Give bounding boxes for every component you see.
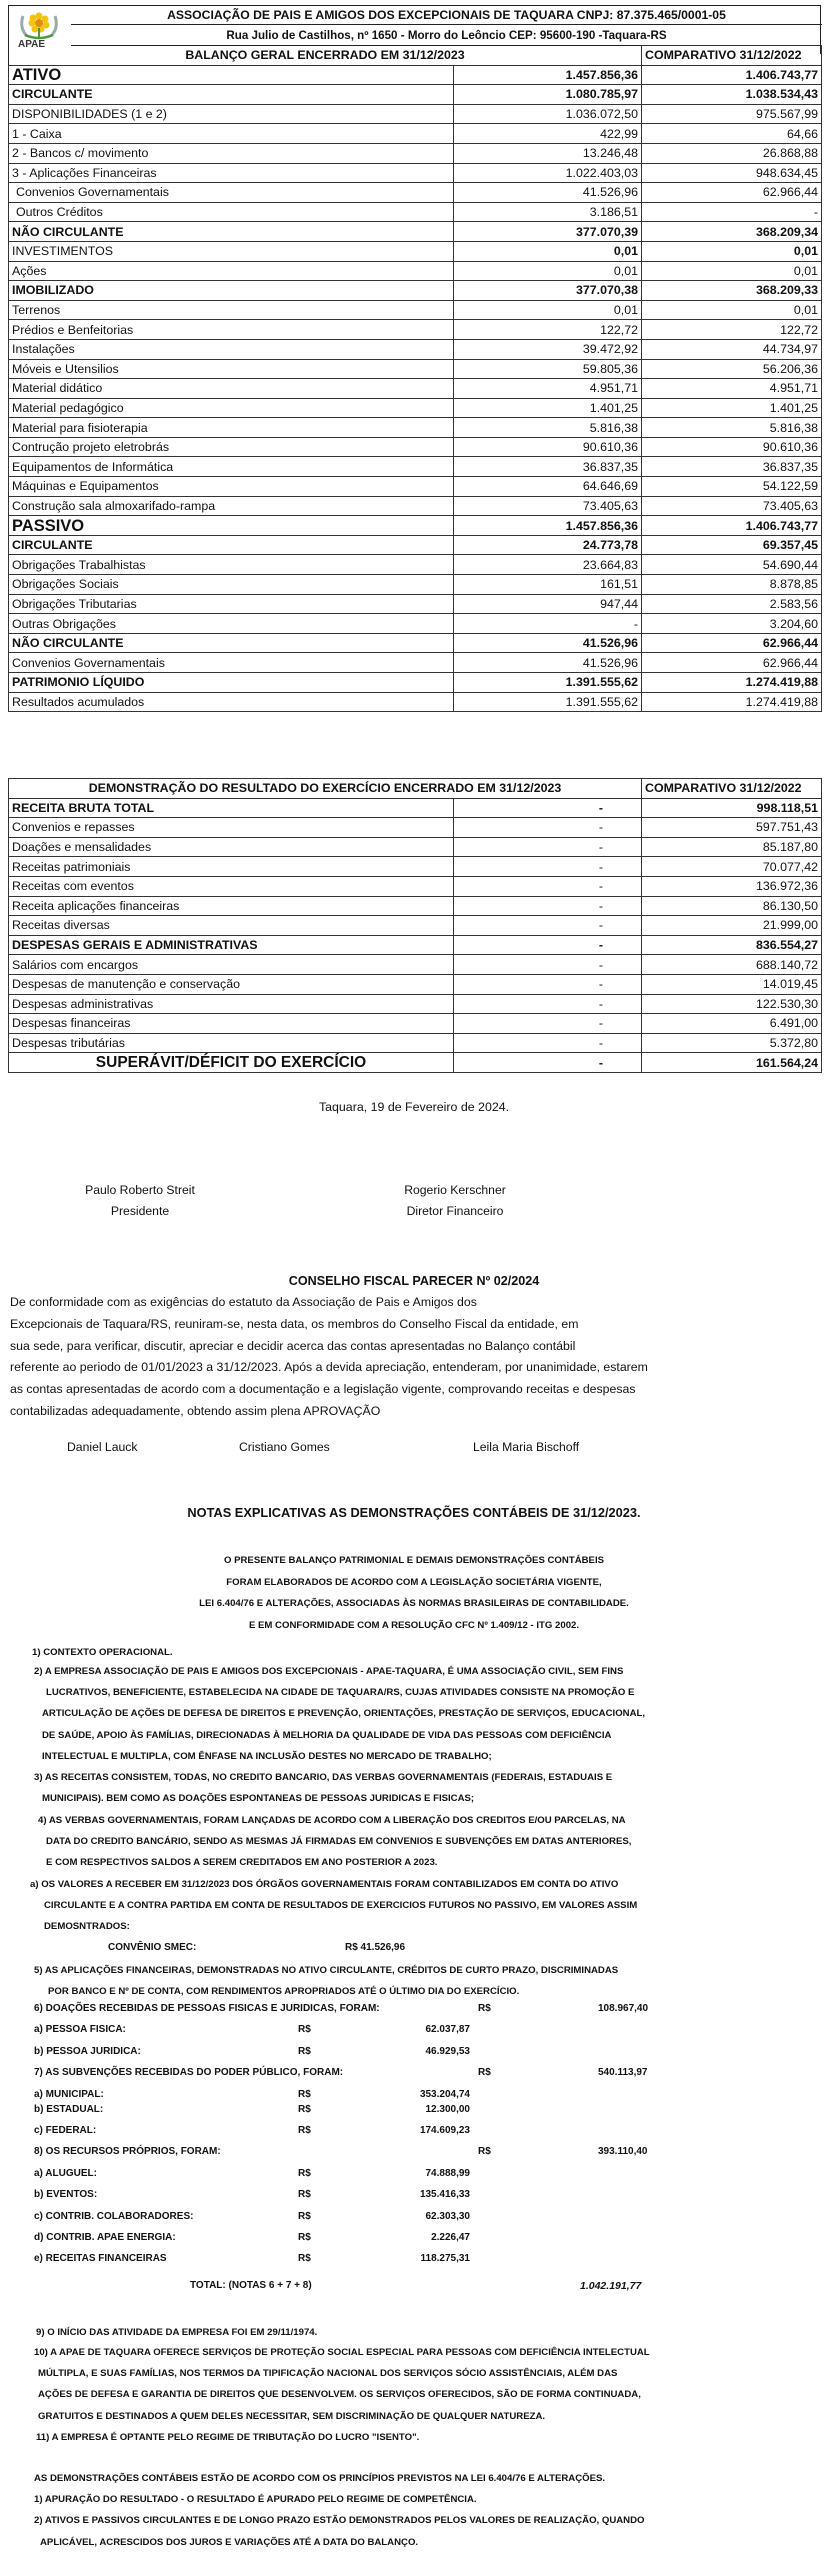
- breakdown-label: a) MUNICIPAL:: [34, 2088, 104, 2100]
- breakdown-value: 12.300,00: [425, 2103, 470, 2115]
- value-2023: -: [454, 837, 642, 857]
- balance-row: [9, 692, 822, 712]
- value-2022: 3.204,60: [642, 614, 822, 634]
- value-2022: 998.118,51: [642, 798, 822, 818]
- value-2023: -: [454, 1053, 642, 1073]
- value-2022: 69.357,45: [642, 535, 822, 555]
- value-2023: -: [454, 935, 642, 955]
- value-2022: 62.966,44: [642, 633, 822, 653]
- balance-row: [9, 320, 822, 340]
- intro-line: LEI 6.404/76 E ALTERAÇÕES, ASSOCIADAS ÀS NORMAS BRASILEIRAS DE CONTABILIDADE.: [199, 1598, 629, 1610]
- row-label: CIRCULANTE: [9, 85, 454, 105]
- balance-row: [9, 183, 822, 203]
- intro-line: FORAM ELABORADOS DE ACORDO COM A LEGISLAÇÃO SOCIETÁRIA VIGENTE,: [226, 1576, 602, 1588]
- note-4a: [30, 1874, 770, 1938]
- principle-line: APLICÁVEL, ACRESCIDOS DOS JUROS E VARIAÇÕES ATÉ A DATA DO BALANÇO.: [40, 2536, 419, 2548]
- balance-row: [9, 339, 822, 359]
- council-member: Daniel Lauck: [67, 1440, 138, 1454]
- note-line: 3) AS RECEITAS CONSISTEM, TODAS, NO CREDITO BANCARIO, DAS VERBAS GOVERNAMENTAIS (FEDERAIS, ESTADUAIS E: [34, 1772, 613, 1783]
- income-statement-table: [8, 778, 822, 1073]
- signature-financial-director: [370, 1180, 540, 1222]
- council-member: Cristiano Gomes: [239, 1440, 330, 1454]
- income-row: [9, 1033, 822, 1053]
- value-2023: 122,72: [454, 320, 642, 340]
- value-2023: 13.246,48: [454, 143, 642, 163]
- currency-symbol: R$: [298, 2167, 311, 2179]
- breakdown-label: b) PESSOA JURIDICA:: [34, 2045, 141, 2057]
- balance-row: [9, 673, 822, 693]
- value-2022: 688.140,72: [642, 955, 822, 975]
- balance-row: [9, 437, 822, 457]
- value-2023: -: [454, 857, 642, 877]
- breakdown-label: a) PESSOA FISICA:: [34, 2024, 126, 2036]
- row-label: INVESTIMENTOS: [9, 241, 454, 261]
- value-2022: 54.690,44: [642, 555, 822, 575]
- note-4: [38, 1810, 778, 1874]
- value-2023: -: [454, 818, 642, 838]
- value-2023: 39.472,92: [454, 339, 642, 359]
- value-2022: 2.583,56: [642, 594, 822, 614]
- value-2022: 5.372,80: [642, 1033, 822, 1053]
- balance-row: [9, 281, 822, 301]
- signer-role: Diretor Financeiro: [406, 1204, 504, 1218]
- council-line: sua sede, para verificar, discutir, apreciar e decidir acerca das contas apresentadas no Balanço contábil: [10, 1338, 576, 1353]
- row-label: IMOBILIZADO: [9, 281, 454, 301]
- currency-symbol: R$: [298, 2189, 311, 2201]
- value-2023: -: [454, 994, 642, 1014]
- value-2023: -: [454, 916, 642, 936]
- row-label: Obrigações Trabalhistas: [9, 555, 454, 575]
- value-2023: 377.070,38: [454, 281, 642, 301]
- notes-intro: [0, 1550, 828, 1636]
- signer-name: Paulo Roberto Streit: [85, 1183, 195, 1197]
- n6-total: 108.967,40: [598, 2003, 649, 2014]
- value-2022: -: [642, 202, 822, 222]
- balance-row: [9, 202, 822, 222]
- row-label: Despesas de manutenção e conservação: [9, 974, 454, 994]
- row-label: Obrigações Sociais: [9, 575, 454, 595]
- value-2022: 161.564,24: [642, 1053, 822, 1073]
- value-2022: 1.401,25: [642, 398, 822, 418]
- balance-header-row: [9, 46, 822, 66]
- row-label: ATIVO: [9, 65, 454, 85]
- value-2023: -: [454, 1033, 642, 1053]
- balance-row: [9, 555, 822, 575]
- council-line: Excepcionais de Taquara/RS, reuniram-se, nesta data, os membros do Conselho Fiscal da entidade, em: [10, 1316, 579, 1331]
- balance-row: [9, 614, 822, 634]
- principle-line: 2) ATIVOS E PASSIVOS CIRCULANTES E DE LONGO PRAZO ESTÃO DEMONSTRADOS PELOS VALORES DE REALIZAÇÃO, QUANDO: [34, 2515, 645, 2527]
- row-label: Convenios Governamentais: [9, 653, 454, 673]
- row-label: Obrigações Tributarias: [9, 594, 454, 614]
- value-2023: 1.080.785,97: [454, 85, 642, 105]
- note-1: 1) CONTEXTO OPERACIONAL.: [32, 1647, 173, 1658]
- council-line: referente ao periodo de 01/01/2023 a 31/12/2023. Após a devida apreciação, entenderam, por unanimidade, estarem: [10, 1360, 648, 1375]
- note-line: 10) A APAE DE TAQUARA OFERECE SERVIÇOS DE PROTEÇÃO SOCIAL ESPECIAL PARA PESSOAS COM DEFICIÊNCIA INTELECTUAL: [34, 2347, 650, 2358]
- value-2022: 948.634,45: [642, 163, 822, 183]
- income-row: [9, 1014, 822, 1034]
- council-line: De conformidade com as exigências do estatuto da Associação de Pais e Amigos dos: [10, 1295, 477, 1309]
- value-2022: 836.554,27: [642, 935, 822, 955]
- value-2022: 14.019,45: [642, 974, 822, 994]
- currency-symbol: R$: [298, 2045, 311, 2057]
- currency-symbol: R$: [478, 2146, 491, 2158]
- row-label: SUPERÁVIT/DÉFICIT DO EXERCÍCIO: [9, 1053, 454, 1073]
- row-label: Construção sala almoxarifado-rampa: [9, 496, 454, 516]
- note-line: E COM RESPECTIVOS SALDOS A SEREM CREDITADOS EM ANO POSTERIOR A 2023.: [46, 1857, 438, 1869]
- note-line: MUNICIPAIS). BEM COMO AS DOAÇÕES ESPONTANEAS DE PESSOAS JURIDICAS E FISICAS;: [42, 1793, 475, 1805]
- value-2023: 1.036.072,50: [454, 104, 642, 124]
- note-3: [34, 1767, 774, 1809]
- value-2022: 4.951,71: [642, 379, 822, 399]
- balance-row: [9, 85, 822, 105]
- note-9: 9) O INÍCIO DAS ATIVIDADE DA EMPRESA FOI EM 29/11/1974.: [36, 2327, 318, 2338]
- logo-text: APAE: [18, 39, 46, 50]
- value-2023: 23.664,83: [454, 555, 642, 575]
- breakdown-value: 174.609,23: [419, 2125, 470, 2136]
- value-2023: -: [454, 955, 642, 975]
- income-row: [9, 974, 822, 994]
- value-2022: 54.122,59: [642, 477, 822, 497]
- notes-title: NOTAS EXPLICATIVAS AS DEMONSTRAÇÕES CONTÁBEIS DE 31/12/2023.: [187, 1505, 641, 1520]
- income-row: [9, 798, 822, 818]
- currency-symbol: R$: [298, 2253, 311, 2265]
- row-label: 2 - Bancos c/ movimento: [9, 143, 454, 163]
- breakdown-value: 46.929,53: [425, 2045, 470, 2057]
- row-label: Outras Obrigações: [9, 614, 454, 634]
- note-line: AÇÕES DE DEFESA E GARANTIA DE DIREITOS QUE DESENVOLVEM. OS SERVIÇOS OFERECIDOS, SÃO DE FORMA CONTINUADA,: [38, 2389, 641, 2401]
- value-2023: 24.773,78: [454, 535, 642, 555]
- council-line: contabilizadas adequadamente, obtendo assim plena APROVAÇÃO: [10, 1403, 381, 1418]
- value-2022: 1.406.743,77: [642, 65, 822, 85]
- intro-line: E EM CONFORMIDADE COM A RESOLUÇÃO CFC Nº 1.409/12 - ITG 2002.: [248, 1619, 580, 1631]
- income-row: [9, 896, 822, 916]
- value-2022: 44.734,97: [642, 339, 822, 359]
- row-label: Outros Créditos: [9, 202, 454, 222]
- value-2022: 5.816,38: [642, 418, 822, 438]
- value-2023: 59.805,36: [454, 359, 642, 379]
- row-label: Móveis e Utensilios: [9, 359, 454, 379]
- value-2023: 5.816,38: [454, 418, 642, 438]
- n8-heading: 8) OS RECURSOS PRÓPRIOS, FORAM:: [34, 2146, 221, 2158]
- value-2022: 122.530,30: [642, 994, 822, 1014]
- breakdown-label: b) EVENTOS:: [34, 2189, 98, 2201]
- value-2023: -: [454, 614, 642, 634]
- balance-row: [9, 124, 822, 144]
- value-2023: 36.837,35: [454, 457, 642, 477]
- value-2022: 85.187,80: [642, 837, 822, 857]
- currency-symbol: R$: [298, 2125, 311, 2136]
- council-line: as contas apresentadas de acordo com a documentação e a legislação vigente, comprovando receitas e despesas: [10, 1382, 636, 1397]
- income-row: [9, 818, 822, 838]
- row-label: 3 - Aplicações Financeiras: [9, 163, 454, 183]
- row-label: Doações e mensalidades: [9, 837, 454, 857]
- value-2023: 41.526,96: [454, 633, 642, 653]
- balance-row: [9, 496, 822, 516]
- balance-row: [9, 104, 822, 124]
- currency-symbol: R$: [478, 2067, 491, 2079]
- value-2023: 1.391.555,62: [454, 673, 642, 693]
- council-opinion-text: [10, 1292, 730, 1423]
- value-2022: 73.405,63: [642, 496, 822, 516]
- value-2023: -: [454, 974, 642, 994]
- income-row: [9, 837, 822, 857]
- breakdown-value: 74.888,99: [425, 2167, 470, 2179]
- balance-row: [9, 575, 822, 595]
- row-label: Contrução projeto eletrobrás: [9, 437, 454, 457]
- note-line: MÚLTIPLA, E SUAS FAMÍLIAS, NOS TERMOS DA TIPIFICAÇÃO NACIONAL DOS SERVIÇOS SÓCIO ASSISTÊNCIAIS, ALÉM DAS: [38, 2368, 618, 2380]
- value-2022: 368.209,33: [642, 281, 822, 301]
- value-2023: -: [454, 896, 642, 916]
- organization-address: Rua Julio de Castilhos, nº 1650 - Morro do Leôncio CEP: 95600-190 -Taquara-RS: [71, 26, 822, 46]
- value-2022: 90.610,36: [642, 437, 822, 457]
- currency-symbol: R$: [298, 2103, 311, 2115]
- value-2023: 4.951,71: [454, 379, 642, 399]
- value-2022: 368.209,34: [642, 222, 822, 242]
- note-line: 2) A EMPRESA ASSOCIAÇÃO DE PAIS E AMIGOS DOS EXCEPCIONAIS - APAE-TAQUARA, É UMA ASSOCIAÇÃO CIVIL, SEM FINS: [34, 1666, 624, 1677]
- breakdown-label: d) CONTRIB. APAE ENERGIA:: [34, 2232, 176, 2243]
- balance-comparative-title: COMPARATIVO 31/12/2022: [642, 46, 822, 66]
- income-row: [9, 916, 822, 936]
- value-2023: 1.457.856,36: [454, 516, 642, 536]
- note-5: [34, 1960, 774, 2002]
- row-label: Material pedagógico: [9, 398, 454, 418]
- currency-symbol: R$: [298, 2088, 311, 2100]
- row-label: Instalações: [9, 339, 454, 359]
- row-label: Convenios e repasses: [9, 818, 454, 838]
- breakdown-value: 2.226,47: [431, 2232, 470, 2243]
- row-label: CIRCULANTE: [9, 535, 454, 555]
- row-label: Ações: [9, 261, 454, 281]
- note-10: [34, 2342, 774, 2427]
- note-line: 4) AS VERBAS GOVERNAMENTAIS, FORAM LANÇADAS DE ACORDO COM A LIBERAÇÃO DOS CREDITOS E/OU PARCELAS, NA: [38, 1815, 626, 1826]
- value-2022: 62.966,44: [642, 183, 822, 203]
- value-2023: 90.610,36: [454, 437, 642, 457]
- value-2022: 86.130,50: [642, 896, 822, 916]
- currency-symbol: R$: [298, 2232, 311, 2243]
- note-line: CIRCULANTE E A CONTRA PARTIDA EM CONTA DE RESULTADOS DE EXERCICIOS FUTUROS NO PASSIVO, EM VALORES ASSIM: [44, 1900, 638, 1912]
- balance-row: [9, 163, 822, 183]
- income-row: [9, 955, 822, 975]
- row-label: Receitas com eventos: [9, 876, 454, 896]
- note-line: DEMOSNTRADOS:: [44, 1921, 130, 1933]
- balance-row: [9, 379, 822, 399]
- income-row: [9, 1053, 822, 1073]
- note-line: POR BANCO E Nº DE CONTA, COM RENDIMENTOS APROPRIADOS ATÉ O ÚLTIMO DIA DO EXERCÍCIO.: [48, 1986, 520, 1998]
- n8-total: 393.110,40: [598, 2146, 648, 2158]
- value-2022: 64,66: [642, 124, 822, 144]
- row-label: Material didático: [9, 379, 454, 399]
- note-line: GRATUITOS E DESTINADOS A QUEM DELES NECESSITAR, SEM DISCRIMINAÇÃO DE QUALQUER NATUREZA.: [38, 2410, 546, 2422]
- note-line: 5) AS APLICAÇÕES FINANCEIRAS, DEMONSTRADAS NO ATIVO CIRCULANTE, CRÉDITOS DE CURTO PRAZO, DISCRIMINADAS: [34, 1965, 619, 1976]
- currency-symbol: R$: [298, 2024, 311, 2036]
- value-2023: 1.391.555,62: [454, 692, 642, 712]
- balance-row: [9, 359, 822, 379]
- balance-row: [9, 457, 822, 477]
- row-label: PASSIVO: [9, 516, 454, 536]
- total-value: 1.042.191,77: [580, 2280, 642, 2292]
- value-2022: 26.868,88: [642, 143, 822, 163]
- n7-heading: 7) AS SUBVENÇÕES RECEBIDAS DO PODER PÚBLICO, FORAM:: [34, 2067, 344, 2079]
- value-2022: 8.878,85: [642, 575, 822, 595]
- smec-label: CONVÊNIO SMEC:: [108, 1942, 197, 1953]
- note-2: [34, 1661, 774, 1767]
- row-label: NÃO CIRCULANTE: [9, 222, 454, 242]
- income-row: [9, 876, 822, 896]
- value-2023: 1.457.856,36: [454, 65, 642, 85]
- n7-total: 540.113,97: [598, 2067, 648, 2079]
- balance-row: [9, 594, 822, 614]
- row-label: Prédios e Benfeitorias: [9, 320, 454, 340]
- value-2022: 1.038.534,43: [642, 85, 822, 105]
- balance-sheet-table: [8, 45, 822, 712]
- place-date: Taquara, 19 de Fevereiro de 2024.: [318, 1100, 510, 1114]
- note-line: DATA DO CREDITO BANCÁRIO, SENDO AS MESMAS JÁ FIRMADAS EM CONVENIOS E SUBVENÇÕES EM DATAS ANTERIORES,: [46, 1836, 632, 1848]
- value-2022: 136.972,36: [642, 876, 822, 896]
- note-line: LUCRATIVOS, BENEFICIENTE, ESTABELECIDA NA CIDADE DE TAQUARA/RS, CUJAS ATIVIDADES CONSISTE NA PROMOÇÃO E: [46, 1687, 635, 1699]
- accounting-principles: [34, 2468, 774, 2553]
- balance-row: [9, 241, 822, 261]
- balance-row: [9, 65, 822, 85]
- value-2022: 1.274.419,88: [642, 692, 822, 712]
- balance-title: BALANÇO GERAL ENCERRADO EM 31/12/2023: [9, 46, 642, 66]
- breakdown-label: c) FEDERAL:: [34, 2125, 97, 2136]
- balance-row: [9, 535, 822, 555]
- signature-president: [60, 1180, 220, 1222]
- value-2022: 122,72: [642, 320, 822, 340]
- row-label: Convenios Governamentais: [9, 183, 454, 203]
- balance-row: [9, 261, 822, 281]
- row-label: Máquinas e Equipamentos: [9, 477, 454, 497]
- principle-line: 1) APURAÇÃO DO RESULTADO - O RESULTADO É APURADO PELO REGIME DE COMPETÊNCIA.: [34, 2494, 477, 2506]
- value-2023: 422,99: [454, 124, 642, 144]
- row-label: Despesas tributárias: [9, 1033, 454, 1053]
- value-2023: 0,01: [454, 300, 642, 320]
- currency-symbol: R$: [298, 2210, 311, 2222]
- note-line: ARTICULAÇÃO DE AÇÕES DE DEFESA DE DIREITOS E PREVENÇÃO, ORIENTAÇÕES, PRESTAÇÃO DE SERVIÇOS, EDUCACIONAL,: [42, 1708, 646, 1720]
- value-2023: 73.405,63: [454, 496, 642, 516]
- value-2022: 1.274.419,88: [642, 673, 822, 693]
- row-label: Terrenos: [9, 300, 454, 320]
- balance-row: [9, 398, 822, 418]
- row-label: Receitas patrimoniais: [9, 857, 454, 877]
- smec-value: R$ 41.526,96: [345, 1942, 406, 1953]
- principle-line: AS DEMONSTRAÇÕES CONTÁBEIS ESTÃO DE ACORDO COM OS PRINCÍPIOS PREVISTOS NA LEI 6.404/76 E ALTERAÇÕES.: [34, 2473, 606, 2484]
- row-label: Despesas administrativas: [9, 994, 454, 1014]
- breakdown-value: 135.416,33: [419, 2189, 470, 2201]
- council-member: Leila Maria Bischoff: [473, 1440, 580, 1454]
- income-title: DEMONSTRAÇÃO DO RESULTADO DO EXERCÍCIO ENCERRADO EM 31/12/2023: [9, 779, 642, 799]
- row-label: 1 - Caixa: [9, 124, 454, 144]
- value-2022: 975.567,99: [642, 104, 822, 124]
- value-2022: 1.406.743,77: [642, 516, 822, 536]
- value-2023: 1.401,25: [454, 398, 642, 418]
- breakdown-label: a) ALUGUEL:: [34, 2167, 97, 2179]
- value-2023: 161,51: [454, 575, 642, 595]
- note-line: DE SAÚDE, APOIO ÀS FAMÍLIAS, DIRECIONADAS À MELHORIA DA QUALIDADE DE VIDA DAS PESSOAS COM DEFICIÊNCIA: [42, 1729, 612, 1741]
- note-line: INTELECTUAL E MULTIPLA, COM ÊNFASE NA INCLUSÃO DESTES NO MERCADO DE TRABALHO;: [42, 1750, 492, 1762]
- note-11: 11) A EMPRESA É OPTANTE PELO REGIME DE TRIBUTAÇÃO DO LUCRO "ISENTO".: [36, 2432, 420, 2443]
- value-2023: -: [454, 876, 642, 896]
- row-label: NÃO CIRCULANTE: [9, 633, 454, 653]
- value-2022: 36.837,35: [642, 457, 822, 477]
- value-2023: 947,44: [454, 594, 642, 614]
- organization-title: ASSOCIAÇÃO DE PAIS E AMIGOS DOS EXCEPCIONAIS DE TAQUARA CNPJ: 87.375.465/0001-05: [71, 6, 822, 25]
- breakdown-value: 62.037,87: [425, 2024, 470, 2036]
- value-2023: 1.022.403,03: [454, 163, 642, 183]
- intro-line: O PRESENTE BALANÇO PATRIMONIAL E DEMAIS DEMONSTRAÇÕES CONTÁBEIS: [223, 1555, 605, 1566]
- value-2022: 6.491,00: [642, 1014, 822, 1034]
- value-2023: 0,01: [454, 241, 642, 261]
- value-2022: 0,01: [642, 261, 822, 281]
- breakdown-label: b) ESTADUAL:: [34, 2103, 104, 2115]
- income-comparative-title: COMPARATIVO 31/12/2022: [642, 779, 822, 799]
- balance-row: [9, 516, 822, 536]
- income-row: [9, 994, 822, 1014]
- value-2022: 62.966,44: [642, 653, 822, 673]
- income-row: [9, 857, 822, 877]
- balance-row: [9, 143, 822, 163]
- breakdown-label: c) CONTRIB. COLABORADORES:: [34, 2210, 194, 2222]
- row-label: Salários com encargos: [9, 955, 454, 975]
- value-2023: 64.646,69: [454, 477, 642, 497]
- row-label: Material para fisioterapia: [9, 418, 454, 438]
- balance-row: [9, 222, 822, 242]
- breakdown-value: 353.204,74: [419, 2088, 470, 2100]
- value-2023: -: [454, 1014, 642, 1034]
- council-title: CONSELHO FISCAL PARECER Nº 02/2024: [288, 1274, 540, 1288]
- value-2022: 0,01: [642, 300, 822, 320]
- row-label: DESPESAS GERAIS E ADMINISTRATIVAS: [9, 935, 454, 955]
- n6-heading: 6) DOAÇÕES RECEBIDAS DE PESSOAS FISICAS E JURIDICAS, FORAM:: [34, 2003, 380, 2014]
- value-2022: 597.751,43: [642, 818, 822, 838]
- total-label: TOTAL: (NOTAS 6 + 7 + 8): [190, 2280, 312, 2291]
- balance-row: [9, 300, 822, 320]
- income-header-row: [9, 779, 822, 799]
- row-label: Receita aplicações financeiras: [9, 896, 454, 916]
- balance-row: [9, 633, 822, 653]
- row-label: DISPONIBILIDADES (1 e 2): [9, 104, 454, 124]
- value-2022: 56.206,36: [642, 359, 822, 379]
- row-label: Receitas diversas: [9, 916, 454, 936]
- row-label: Despesas financeiras: [9, 1014, 454, 1034]
- breakdown-label: e) RECEITAS FINANCEIRAS: [34, 2253, 167, 2265]
- value-2023: 3.186,51: [454, 202, 642, 222]
- balance-row: [9, 653, 822, 673]
- balance-row: [9, 418, 822, 438]
- row-label: PATRIMONIO LÍQUIDO: [9, 673, 454, 693]
- value-2023: 0,01: [454, 261, 642, 281]
- note-line: a) OS VALORES A RECEBER EM 31/12/2023 DOS ÓRGÃOS GOVERNAMENTAIS FORAM CONTABILIZADOS EM CONTA DO ATIVO: [30, 1879, 619, 1890]
- signer-role: Presidente: [110, 1204, 170, 1218]
- row-label: RECEITA BRUTA TOTAL: [9, 798, 454, 818]
- breakdown-value: 62.303,30: [425, 2210, 470, 2222]
- signer-name: Rogerio Kerschner: [404, 1183, 506, 1197]
- income-row: [9, 935, 822, 955]
- value-2023: -: [454, 798, 642, 818]
- row-label: Resultados acumulados: [9, 692, 454, 712]
- value-2023: 41.526,96: [454, 183, 642, 203]
- currency-symbol: R$: [478, 2003, 491, 2014]
- row-label: Equipamentos de Informática: [9, 457, 454, 477]
- value-2023: 377.070,39: [454, 222, 642, 242]
- value-2022: 70.077,42: [642, 857, 822, 877]
- breakdown-value: 118.275,31: [420, 2253, 470, 2265]
- value-2022: 21.999,00: [642, 916, 822, 936]
- value-2022: 0,01: [642, 241, 822, 261]
- value-2023: 41.526,96: [454, 653, 642, 673]
- balance-row: [9, 477, 822, 497]
